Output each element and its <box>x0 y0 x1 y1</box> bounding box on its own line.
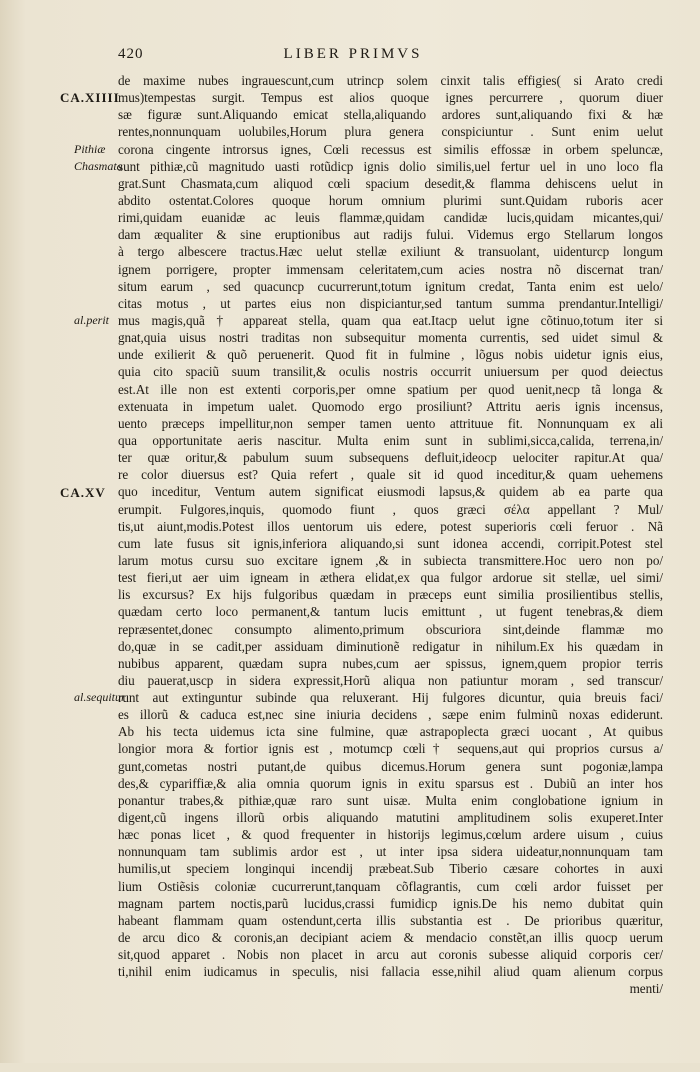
text-line: erumpit. Fulgores,inquis, quomodo fiunt , quos græci σέλα appellant ? Mul/ <box>118 501 663 517</box>
text-line: abdito ostentat.Colores quoque horum omnium plurimi sunt.Quidam ruboris acer <box>118 192 663 208</box>
text-line: est.At ille non est extenti corporis,per omne spatium per quod uenit,necp tã longa & <box>118 381 663 397</box>
catchword: menti/ <box>629 981 663 997</box>
text-line: sit,quod apparet . Nobis non placet in arcu aut coronis subesse aliquid corporis cer/ <box>118 947 663 963</box>
text-line: gnat,quia uisus nostri traditas non subsequitur momenta currentis, sed uidet simul & <box>118 330 663 346</box>
text-line: quædam certo loco permanent,& tantum lucis emittunt , ut fugent tenebras,& diem <box>118 604 663 620</box>
text-line: mus magis,quã † appareat stella, quam qua eat.Itacp uelut igne cõtinuo,totum iter si <box>118 312 663 328</box>
text-line: diu pauerat,uscp in sidera expressit,Horũ aliqua non patiuntur moram , sed transcur/ <box>118 672 663 688</box>
page-number: 420 <box>118 46 144 62</box>
text-line: runt aut extinguntur subinde qua reluxerant. Hij fulgores dicuntur, quia breuis faci/ <box>118 690 663 706</box>
text-line: rimi,quidam euanidæ ac leuis flammæ,quidam candidæ lucis,quidam micantes,qui/ <box>118 210 663 226</box>
text-line: humilis,ut speciem longinqui incendij præbeat.Sub Tiberio cæsare cohortes in auxi <box>118 861 663 877</box>
text-line: digent,cũ ingens illorũ orbis aliquando matutini amplitudinem solis exuperet.Inter <box>118 810 663 826</box>
text-line: sunt pithiæ,cũ magnitudo uasti rotũdicp ignis dolio similis,uel fertur uel in uno loco fla <box>118 158 663 174</box>
text-line: larum motus cursu suo excitare ignem ,& in subiecta transmittere.Hoc uero non po/ <box>118 552 663 568</box>
text-line: grat.Sunt Chasmata,cum aliquod cœli spacium desedit,& flamma dehiscens uelut in <box>118 175 663 191</box>
text-line: repræsentet,donec consumpto alimento,primum obscuriora sint,deinde flammæ mo <box>118 621 663 637</box>
text-line: ignem porrigere, propter immensam celeritatem,cum acies nostra nõ discernat tran/ <box>118 261 663 277</box>
text-line: citas motus , ut partes eius non dispiciantur,sed tantum summa prendantur.Intelligi/ <box>118 295 663 311</box>
text-line: uento præceps impellitur,non semper tamen uento attrituue fit. Nonnunquam ex ali <box>118 415 663 431</box>
text-line: qua opportunitate aeris nascitur. Multa enim sunt in sublimi,sicca,calida, terrena,in/ <box>118 432 663 448</box>
text-line: quo inceditur, Ventum autem significat eiusmodi lapsus,& quidem ab ea parte qua <box>118 484 663 500</box>
running-head: LIBER PRIMVS <box>283 46 423 62</box>
text-line: habeant flammam quam ostendunt,certa illis substantia est . De prioribus quæritur, <box>118 912 663 928</box>
text-line: rentes,nonnunquam uolubiles,Horum plura genera conspiciuntur . Sunt enim uelut <box>118 124 663 140</box>
text-line: quia cito spaciũ suum transilit,& oculis nostris occurrit uniuersum per quod deiectus <box>118 364 663 380</box>
chapter-marker: CA.XIIII <box>60 90 120 106</box>
text-line: cum late fusus sit ignis,inferiora aliquando,si sunt idonea accendi, corripit.Potest stel <box>118 535 663 551</box>
text-line: de maxime nubes ingrauescunt,cum utrincp solem cinxit talis effigies( si Arato credi <box>118 73 663 88</box>
chapter-marker: CA.XV <box>60 484 106 500</box>
text-line: unde exilierit & quõ peruenerit. Quod fit in fulmine , lõgus nobis uidetur ignis eius, <box>118 347 663 363</box>
text-line: Ab his tecta uidemus icta sine fulmine, quæ astrapoplecta græci uocant , At quibus <box>118 724 663 740</box>
text-line: re color diuersus est? Quia refert , quale sit id quod inceditur,& quam uehemens <box>118 467 663 483</box>
text-line: es illorũ & caduca est,nec sine iniuria decidens , sæpe enim fulminũ noxas ediderunt. <box>118 707 663 723</box>
text-line: des,& cypariffiæ,& alia omnia quorum ignis in exitu sparsus est . Dubiũ an inter hos <box>118 775 663 791</box>
marginal-note: al.sequitur <box>74 690 126 705</box>
text-line: extenuata in impetum ualet. Quomodo ergo prosiliunt? Attritu aeris ignis incensus, <box>118 398 663 414</box>
text-line: à tergo albescere tractus.Hæc uelut stellæ exiliunt & transuolant, uidenturcp longum <box>118 244 663 260</box>
main-text-block <box>118 72 663 998</box>
text-line: do,quæ in se cadit,per assiduam diminutionẽ redigatur in nihilum.Ex his quædam in <box>118 638 663 654</box>
text-line: gunt,cometas nostri putant,de quibus dicemus.Horum genera sunt pogoniæ,lampa <box>118 758 663 774</box>
text-line: nubibus apparent, quædam supra nubes,cum aer spissus, ignem,quem propior terris <box>118 655 663 671</box>
text-line: lis excursus? Ex hijs fulgoribus quædam in præceps eunt similia prosilientibus stellis, <box>118 587 663 603</box>
text-line: ponantur trabes,& pithiæ,quæ raro sunt uisæ. Multa enim conglobatione ignium in <box>118 792 663 808</box>
text-line: magnam partem noctis,parũ lucidus,crassi fumidicp ignis.De his nemo dubitat quin <box>118 895 663 911</box>
text-line: corona cingente introrsus ignes, Cœli recessus est similis effossæ in orbem speluncæ, <box>118 141 663 157</box>
text-line: tis,ut aiunt,modis.Potest illos uentorum uis edere, potest superioris cœli feruor . Nã <box>118 518 663 534</box>
text-line: ti,nihil enim iudicamus in speculis, nisi fallacia esse,nihil aliud quam alienum corpus <box>118 964 663 980</box>
text-line: nonnunquam tam sublimis ardor est , ut inter ipsa sidera uideatur,nonnunquam tam <box>118 844 663 860</box>
page-header <box>118 46 588 68</box>
text-line: situm earum , sed quacuncp cucurrerunt,totum ignitum credat, Tanta enim est uelo/ <box>118 278 663 294</box>
text-line: dam æqualiter & sine eruptionibus aut radijs fului. Videmus ergo Stellarum longos <box>118 227 663 243</box>
marginal-note: Chasmata <box>74 158 123 173</box>
text-line: mus)tempestas surgit. Tempus est alios quoque ignes percurrere , quorum diuer <box>118 90 663 106</box>
marginal-note: Pithiæ <box>74 141 106 156</box>
text-line: ter quæ oritur,& pabulum suum subsequens defluit,ideocp uelociter rapitur.At qua/ <box>118 450 663 466</box>
margin-notes-column <box>0 72 126 1072</box>
text-line: hæc ponas licet , & quod frequenter in historijs legimus,cœlum ardere uisum , cuius <box>118 827 663 843</box>
text-line: test fieri,ut aer uim igneam in æthera elidat,ex qua fulgor ardorue sit stellæ, uel simi/ <box>118 570 663 586</box>
text-line: longior mora & fortior ignis est , motumcp cœli† sequens,aut qui proprios cursus a/ <box>118 741 663 757</box>
marginal-note: al.perit <box>74 313 109 328</box>
text-line: de arcu dico & coronis,an decipiant aciem & mendacio constẽt,an illis quocp uerum <box>118 930 663 946</box>
text-line: sæ figuræ sunt.Aliquando emicat stella,aliquando ardores sunt,aliquando fixi & hæ <box>118 107 663 123</box>
text-line: lium Ostiẽsis coloniæ cucurrerunt,tanquam cõflagrantis, cum cœli ardor fuisset per <box>118 878 663 894</box>
